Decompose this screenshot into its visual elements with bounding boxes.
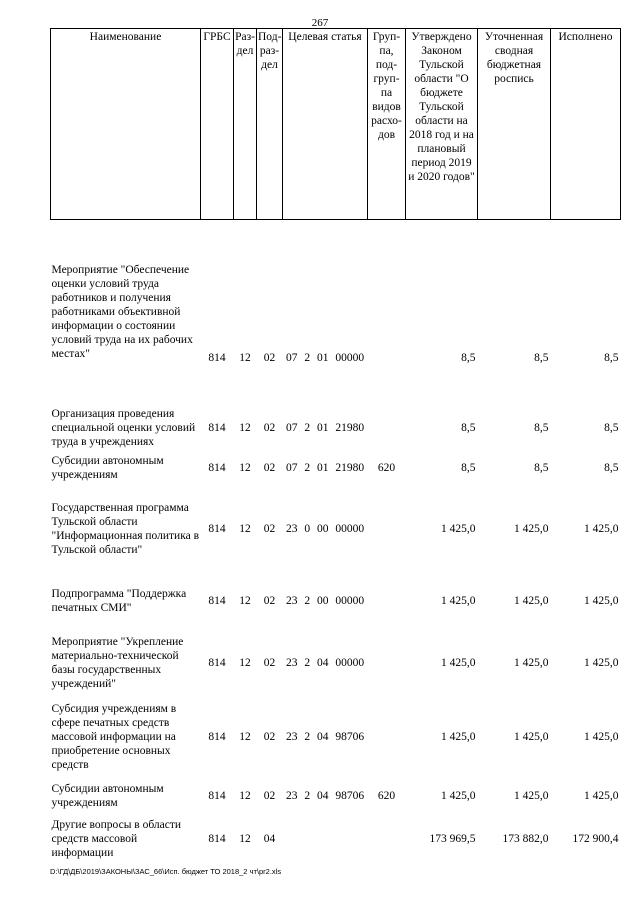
table-row (51, 698, 621, 777)
table-row (51, 220, 621, 405)
cell-executed: 1 425,0 (584, 522, 619, 535)
cell-group (368, 815, 406, 863)
cell-razdel: 12 (239, 832, 251, 845)
table-row (51, 405, 621, 452)
cell-target: 23 2 04 98706 (285, 731, 365, 743)
cell-group: 620 (377, 789, 396, 802)
header-row (51, 29, 621, 220)
cell-podrazdel: 02 (263, 351, 276, 364)
header-podrazdel: Под-раз-дел (257, 29, 283, 220)
cell-name: Субсидии автономным учреждениям (51, 455, 164, 481)
cell-grbs: 814 (208, 422, 226, 434)
budget-table (50, 28, 621, 863)
page-number: 267 (311, 17, 329, 29)
cell-executed: 1 425,0 (584, 657, 619, 669)
cell-razdel: 12 (239, 462, 251, 474)
table-row (51, 573, 621, 629)
cell-razdel: 12 (239, 657, 251, 669)
cell-podrazdel: 02 (263, 789, 276, 802)
cell-podrazdel: 02 (263, 731, 276, 743)
footer-file-path: D:\ГД\ДБ\2019\ЗАКОНЫ\ЗАС_66\Исп. бюджет ТО 2018_2 чт\pr2.xls (50, 867, 282, 876)
cell-revised: 1 425,0 (514, 789, 549, 802)
cell-target: 23 0 00 00000 (285, 522, 365, 535)
cell-name: Организация проведения специальной оценки условий труда в учреждениях (51, 408, 196, 448)
cell-approved: 8,5 (461, 351, 476, 364)
cell-podrazdel: 02 (263, 594, 276, 607)
cell-name: Субсидии автономным учреждениям (51, 782, 164, 809)
cell-grbs: 814 (208, 731, 226, 743)
cell-grbs: 814 (208, 594, 226, 607)
header-group: Груп-па, под-груп-па видов расхо-дов (368, 29, 406, 220)
cell-approved: 173 969,5 (429, 832, 476, 845)
cell-razdel: 12 (239, 594, 251, 607)
header-name: Наименование (51, 29, 201, 220)
cell-revised: 1 425,0 (514, 594, 549, 607)
cell-approved: 1 425,0 (441, 789, 476, 802)
cell-group (368, 573, 406, 629)
cell-revised: 173 882,0 (502, 832, 549, 845)
cell-revised: 1 425,0 (514, 731, 549, 743)
cell-podrazdel: 02 (263, 422, 276, 434)
cell-target: 23 2 04 00000 (285, 657, 365, 669)
cell-target: 23 2 04 98706 (285, 789, 365, 802)
cell-executed: 8,5 (604, 351, 619, 364)
cell-target: 07 2 01 00000 (285, 351, 365, 364)
cell-approved: 1 425,0 (441, 657, 476, 669)
cell-group (368, 485, 406, 573)
cell-executed: 8,5 (604, 422, 619, 434)
cell-grbs: 814 (208, 832, 226, 845)
cell-approved: 8,5 (461, 462, 476, 474)
cell-podrazdel: 02 (263, 657, 276, 669)
cell-name: Другие вопросы в области средств массовой информации (51, 818, 182, 859)
cell-revised: 1 425,0 (514, 522, 549, 535)
cell-revised: 1 425,0 (514, 657, 549, 669)
header-executed: Исполнено (551, 29, 621, 220)
cell-target: 07 2 01 21980 (285, 422, 365, 434)
cell-executed: 1 425,0 (584, 594, 619, 607)
cell-podrazdel: 02 (263, 522, 276, 535)
table-row (51, 777, 621, 815)
header-grbs: ГРБС (201, 29, 234, 220)
cell-executed: 8,5 (604, 462, 619, 474)
cell-target (283, 815, 368, 863)
header-target: Целевая статья (283, 29, 368, 220)
cell-group (368, 220, 406, 405)
cell-group (368, 698, 406, 777)
cell-group: 620 (377, 462, 396, 474)
cell-executed: 1 425,0 (584, 789, 619, 802)
cell-group (368, 405, 406, 452)
table-row (51, 452, 621, 485)
cell-name: Мероприятие "Укрепление материально-технической базы государственных учреждений" (51, 636, 184, 690)
cell-approved: 1 425,0 (441, 731, 476, 743)
cell-approved: 1 425,0 (441, 594, 476, 607)
cell-name: Субсидия учреждениям в сфере печатных средств массовой информации на приобретение основных средств (51, 703, 177, 771)
cell-grbs: 814 (208, 789, 226, 802)
cell-razdel: 12 (239, 522, 251, 535)
header-razdel: Раз-дел (234, 29, 257, 220)
table-row (51, 485, 621, 573)
table-row (51, 815, 621, 863)
cell-revised: 8,5 (534, 422, 549, 434)
cell-podrazdel: 02 (263, 462, 276, 474)
cell-podrazdel: 04 (263, 832, 276, 845)
cell-executed: 172 900,4 (572, 832, 619, 845)
cell-razdel: 12 (239, 731, 251, 743)
cell-executed: 1 425,0 (584, 731, 619, 743)
cell-grbs: 814 (208, 657, 226, 669)
cell-group (368, 629, 406, 698)
cell-target: 23 2 00 00000 (285, 594, 365, 607)
cell-name: Подпрограмма "Поддержка печатных СМИ" (51, 587, 187, 614)
cell-razdel: 12 (239, 351, 251, 364)
cell-grbs: 814 (208, 462, 226, 474)
cell-razdel: 12 (239, 422, 251, 434)
cell-grbs: 814 (208, 351, 226, 364)
cell-revised: 8,5 (534, 462, 549, 474)
header-revised: Уточненная сводная бюджетная роспись (478, 29, 551, 220)
header-approved: Утверждено Законом Тульской области "О бюджете Тульской области на 2018 год и на плановый период 2019 и 2020 годов" (406, 29, 478, 220)
cell-revised: 8,5 (534, 351, 549, 364)
cell-name: Государственная программа Тульской области "Информационная политика в Тульской области" (51, 501, 200, 556)
cell-approved: 1 425,0 (441, 522, 476, 535)
cell-razdel: 12 (239, 789, 251, 802)
cell-approved: 8,5 (461, 422, 476, 434)
table-row (51, 629, 621, 698)
cell-target: 07 2 01 21980 (285, 462, 365, 474)
cell-grbs: 814 (208, 522, 226, 535)
cell-name: Мероприятие "Обеспечение оценки условий труда работников и получения работниками объективной информации о состоянии условий труда на их рабочих местах" (51, 264, 193, 361)
